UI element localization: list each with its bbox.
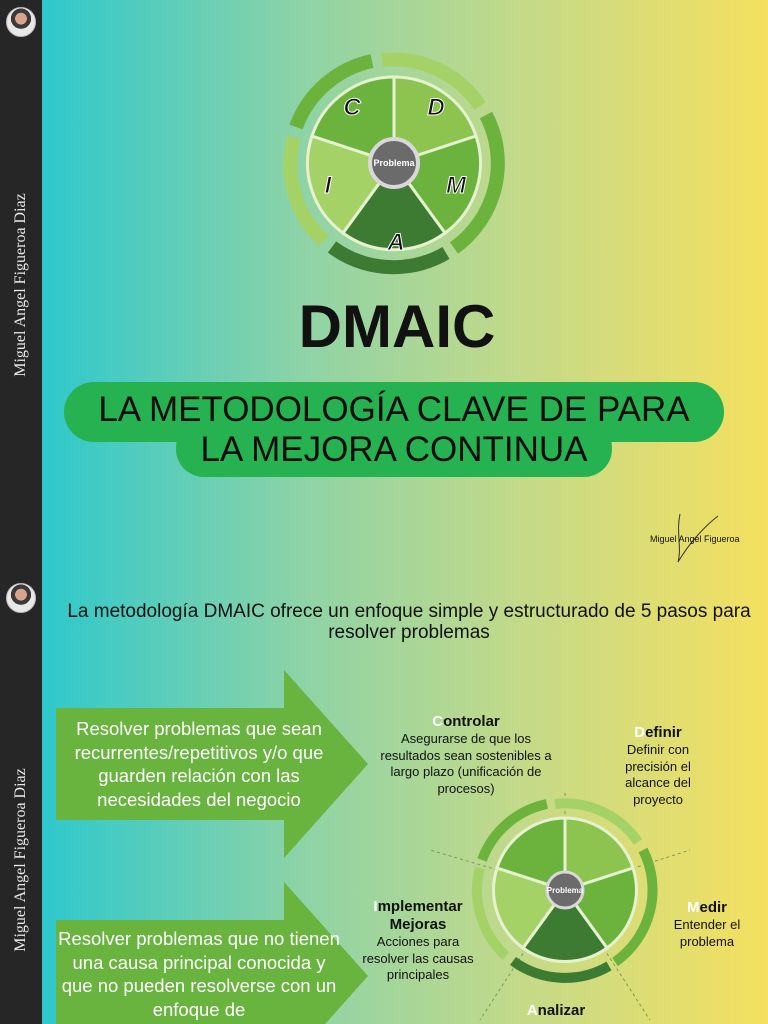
reason-text: Resolver problemas que no tienen una causa principal conocida y que no pueden resolverse con un enfoque de xyxy=(58,928,340,1020)
reason-arrow xyxy=(56,882,368,1024)
author-strip xyxy=(0,574,42,1024)
author-vertical-name: Miguel Angel Figueroa Diaz xyxy=(12,193,29,377)
cycle-center-label: Problema xyxy=(373,158,415,168)
step-medir: Medir Entender el problema xyxy=(662,899,752,950)
dmaic-cycle-diagram xyxy=(282,48,506,278)
signature xyxy=(650,512,750,564)
cycle-letter: A xyxy=(387,229,405,256)
subtitle-banner xyxy=(64,382,724,478)
subtitle-line: LA METODOLOGÍA CLAVE DE PARA xyxy=(98,390,690,429)
step-description: Definir con precisión el alcance del proyecto xyxy=(625,742,691,807)
reason-arrow xyxy=(56,670,368,858)
author-strip xyxy=(0,0,42,574)
cycle-letter: C xyxy=(343,94,361,121)
step-implementar: Implementar Mejoras Acciones para resolver las causas principales xyxy=(356,898,480,984)
cycle-center-label: Problema xyxy=(546,886,584,895)
author-avatar xyxy=(6,7,36,37)
cycle-letter: M xyxy=(446,172,466,199)
signature-name: Miguel Angel Figueroa xyxy=(650,534,740,544)
cycle-letter: D xyxy=(427,94,445,121)
reason-text: Resolver problemas que sean recurrentes/repetitivos y/o que guarden relación con las necesidades del negocio xyxy=(74,718,324,810)
content-page xyxy=(0,574,768,1024)
step-description: Entender el problema xyxy=(673,917,741,949)
page-title: DMAIC xyxy=(298,293,496,360)
step-definir: Definir Definir con precisión el alcance del proyecto xyxy=(602,724,714,808)
author-vertical-name: Miguel Angel Figueroa Diaz xyxy=(12,768,29,952)
subtitle-line: LA MEJORA CONTINUA xyxy=(200,430,588,469)
step-description: Asegurarse de que los resultados sean sostenibles a largo plazo (unificación de procesos) xyxy=(380,731,552,796)
author-avatar xyxy=(6,583,36,613)
cycle-letter: I xyxy=(324,172,332,199)
step-analizar: Analizar xyxy=(526,1002,586,1019)
step-description: Acciones para resolver las causas principales xyxy=(362,934,474,982)
intro-text: La metodología DMAIC ofrece un enfoque simple y estructurado de 5 pasos para resolver problemas xyxy=(67,601,751,643)
step-controlar: Controlar Asegurarse de que los resultados sean sostenibles a largo plazo (unificación de procesos) xyxy=(370,713,562,797)
